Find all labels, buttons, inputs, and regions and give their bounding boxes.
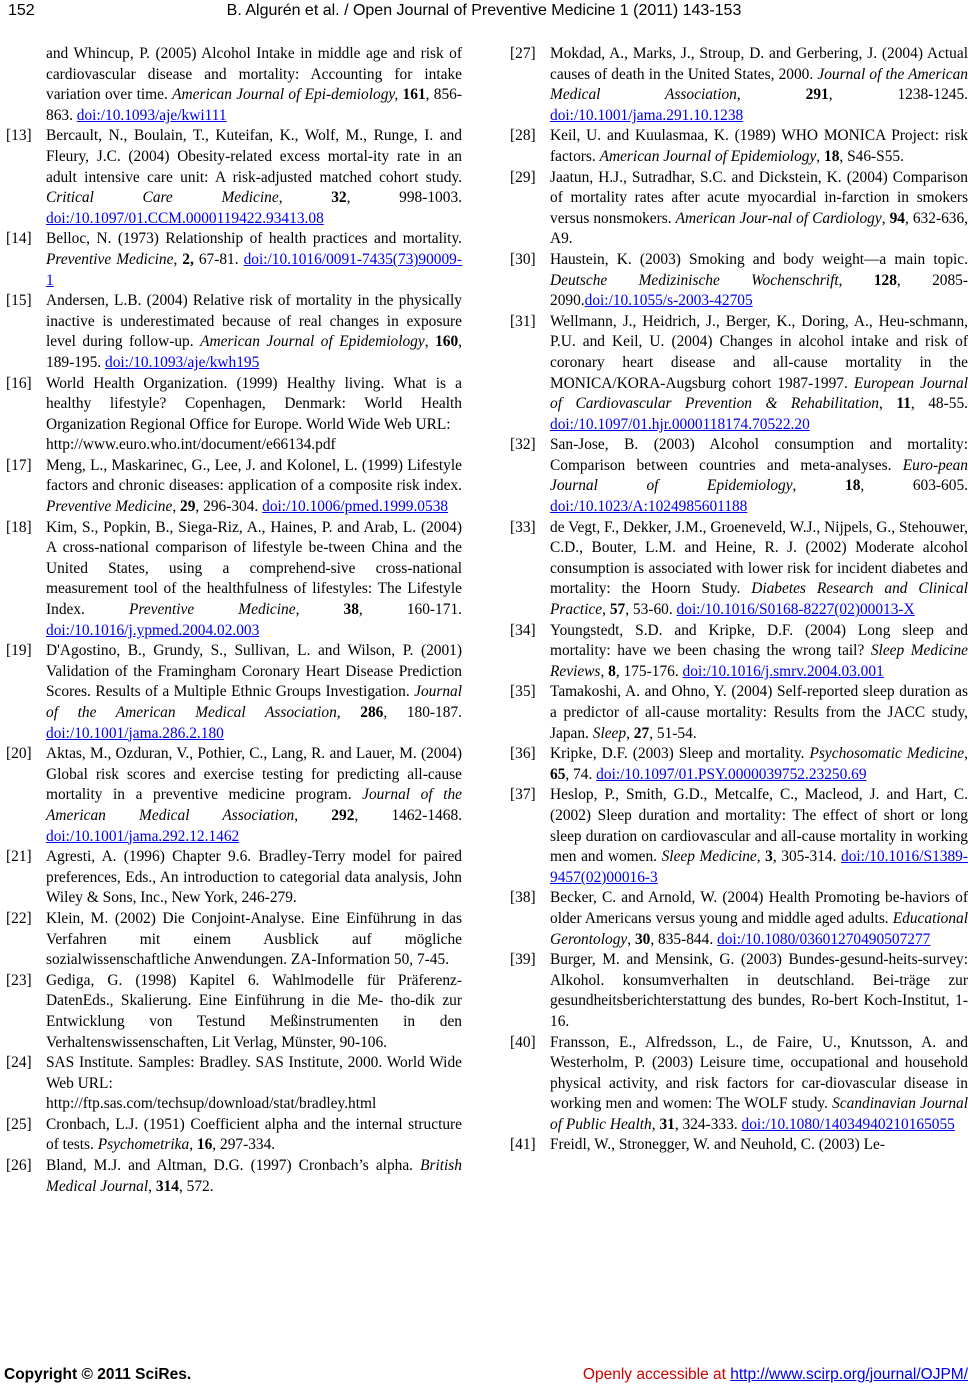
doi-link[interactable]: doi:/10.1055/s-2003-42705 bbox=[584, 292, 753, 310]
reference-number: [19] bbox=[6, 642, 32, 660]
reference-pages: , 856-863. bbox=[46, 86, 462, 124]
reference-number: [25] bbox=[6, 1115, 32, 1133]
reference-number: [32] bbox=[510, 436, 536, 454]
reference-volume: 27 bbox=[633, 724, 650, 742]
reference-url[interactable]: http://www.euro.who.int/document/e66134.pdf bbox=[46, 436, 336, 454]
reference-item: [29] Jaatun, H.J., Sutradhar, S.C. and Dickstein, K. (2004) Comparison of mortality rates after acute myocardial in-farction in smokers versus nonsmokers. American Jour-nal of Cardiology, 94, 632-636, A9. bbox=[510, 168, 968, 250]
reference-text: Cronbach, L.J. (1951) Coefficient alpha and the internal structure of tests. bbox=[46, 1115, 462, 1154]
doi-link[interactable]: doi:/10.1016/S0168-8227(02)00013-X bbox=[676, 601, 915, 619]
reference-journal: European Journal of Cardiovascular Prevention & Rehabilitation bbox=[550, 374, 968, 413]
reference-volume: 29 bbox=[180, 498, 196, 516]
reference-text: San-Jose, B. (2003) Alcohol consumption and mortality: Comparison between countries and meta-analyses. bbox=[550, 436, 968, 474]
reference-number: [33] bbox=[510, 518, 536, 536]
reference-journal: Journal of the American Medical Association bbox=[550, 65, 968, 104]
reference-number: [36] bbox=[510, 745, 536, 763]
reference-journal: Preventive Medicine bbox=[46, 498, 173, 516]
reference-volume: 18 bbox=[824, 147, 840, 165]
reference-volume: 30 bbox=[634, 930, 651, 948]
reference-item bbox=[6, 374, 462, 456]
reference-item bbox=[510, 950, 968, 1032]
doi-link[interactable]: doi:/10.1016/S1389-9457(02)00016-3 bbox=[550, 848, 968, 886]
reference-volume: 65 bbox=[550, 765, 566, 783]
reference-text: Aktas, M., Ozduran, V., Pothier, C., Lang, R. and Lauer, M. (2004) Global risk scores and exercise testing for predicting all-cause mortality in a preventive medicine program. bbox=[46, 745, 462, 804]
reference-number: [30] bbox=[510, 250, 536, 268]
reference-item: [15] Andersen, L.B. (2004) Relative risk of mortality in the physically inactive is underestimated because of real changes in exposure level during follow-up. American Journal of Epidemiology, 160, 189-195. doi:/10.1093/aje/kwh195 bbox=[6, 291, 462, 373]
reference-journal: American Jour-nal of Cardiology bbox=[675, 209, 882, 227]
reference-volume: 291 bbox=[805, 86, 829, 104]
reference-volume: 11 bbox=[896, 395, 911, 413]
reference-journal: Journal of the American Medical Association bbox=[46, 683, 462, 721]
reference-number: [21] bbox=[6, 848, 32, 866]
reference-volume: 16 bbox=[196, 1136, 213, 1154]
reference-text: Bland, M.J. and Altman, D.G. (1997) Cronbach’s alpha. bbox=[46, 1157, 421, 1175]
reference-pages: , 572. bbox=[178, 1177, 214, 1195]
doi-link[interactable]: doi:/10.1097/01.hjr.0000118174.70522.20 bbox=[550, 415, 810, 433]
reference-number: [24] bbox=[6, 1054, 32, 1072]
doi-link[interactable]: doi:/10.1093/aje/kwi111 bbox=[76, 106, 227, 124]
doi-link[interactable]: doi:/10.1097/01.CCM.0000119422.93413.08 bbox=[46, 209, 324, 227]
reference-item: [38] Becker, C. and Arnold, W. (2004) Health Promoting be-haviors of older Americans versus young and middle aged adults. Educational Gerontology, 30, 835-844. doi:/10.1080/03601270490507277 bbox=[510, 888, 968, 950]
reference-item: [18] Kim, S., Popkin, B., Siega-Riz, A., Haines, P. and Arab, L. (2004) A cross-national comparison of lifestyle be-tween China and the United States, using a comprehend-sive cross-national measurement tool of the healthfulness of lifestyles: The Lifestyle Index. Preventive Medicine, 38, 160-171. doi:/10.1016/j.ypmed.2004.02.003 bbox=[6, 518, 462, 642]
reference-item: [30] Haustein, K. (2003) Smoking and body weight—a main topic. Deutsche Medizinische Wochenschrift, 128, 2085-2090.doi:/10.1055/s-2003-42705 bbox=[510, 250, 968, 312]
reference-journal: Preventive Medicine bbox=[46, 250, 174, 268]
page-header bbox=[0, 0, 968, 28]
reference-text: Klein, M. (2002) Die Conjoint-Analyse. Eine Einführung in das Verfahren mit einem Ausblick auf mögliche sozialwissenschaftliche Anwendungen. ZA-Information 50, 7-45. bbox=[46, 909, 462, 969]
reference-journal: Psychosomatic Medicine bbox=[809, 745, 965, 763]
reference-pages: , 51-54. bbox=[649, 724, 697, 742]
reference-journal: Sleep Medicine bbox=[661, 848, 757, 866]
reference-url[interactable]: http://ftp.sas.com/techsup/download/stat/bradley.html bbox=[46, 1095, 377, 1113]
reference-journal: American Journal of Epi-demiology, bbox=[172, 86, 399, 104]
reference-number: [22] bbox=[6, 909, 32, 927]
running-title: B. Algurén et al. / Open Journal of Preventive Medicine 1 (2011) 143-153 bbox=[226, 2, 742, 19]
reference-text: Belloc, N. (1973) Relationship of health practices and mortality. bbox=[46, 230, 462, 248]
open-access-notice bbox=[583, 1366, 968, 1384]
reference-text: Becker, C. and Arnold, W. (2004) Health Promoting be-haviors of older Americans versus young and middle aged adults. bbox=[550, 889, 968, 927]
reference-volume: 314 bbox=[155, 1177, 179, 1195]
reference-number: [27] bbox=[510, 45, 536, 62]
reference-number: [13] bbox=[6, 127, 32, 145]
reference-text: Kripke, D.F. (2003) Sleep and mortality. bbox=[550, 745, 810, 763]
reference-item bbox=[510, 1135, 968, 1156]
reference-pages: , 305-314. bbox=[772, 848, 842, 866]
reference-journal: Deutsche Medizinische Wochenschrift bbox=[550, 271, 839, 289]
reference-text: Jaatun, H.J., Sutradhar, S.C. and Dickstein, K. (2004) Comparison of mortality rates after acute myocardial in-farction in smokers versus nonsmokers. bbox=[550, 168, 968, 227]
reference-journal: Critical Care Medicine bbox=[46, 189, 279, 207]
reference-pages: , 53-60. bbox=[625, 601, 677, 619]
copyright-notice: Copyright © 2011 SciRes. bbox=[4, 1366, 192, 1383]
reference-journal: American Journal of Epidemiology bbox=[200, 333, 425, 351]
reference-pages: , 603-605. bbox=[860, 477, 968, 495]
reference-pages: , S46-S55. bbox=[839, 147, 904, 165]
reference-volume: 161 bbox=[402, 86, 426, 104]
reference-volume: 128 bbox=[873, 271, 897, 289]
reference-text: Agresti, A. (1996) Chapter 9.6. Bradley-Terry model for paired preferences, Eds., An introduction to categorial data analysis, John Wiley & Sons, Inc., New York, 246-279. bbox=[46, 848, 462, 907]
reference-pages: , 324-333. bbox=[674, 1115, 742, 1133]
doi-link[interactable]: doi:/10.1001/jama.291.10.1238 bbox=[550, 106, 744, 124]
reference-journal: Psychometrika bbox=[97, 1136, 190, 1154]
reference-number: [35] bbox=[510, 683, 536, 701]
reference-item: [31] Wellmann, J., Heidrich, J., Berger, K., Doring, A., Heu-schmann, P.U. and Keil, U. (2004) Changes in alcohol intake and risk of coronary heart disease and all-cause mortality in the MONICA/KORA-Augsburg cohort 1987-1997. European Journal of Cardiovascular Prevention & Rehabilitation, 11, 48-55. doi:/10.1097/01.hjr.0000118174.70522.20 bbox=[510, 312, 968, 436]
reference-pages: , 632-636, A9. bbox=[550, 209, 968, 248]
doi-link[interactable]: doi:/10.1006/pmed.1999.0538 bbox=[262, 498, 449, 516]
reference-text: SAS Institute. Samples: Bradley. SAS Institute, 2000. World Wide Web URL: bbox=[46, 1054, 462, 1092]
reference-text: Freidl, W., Stronegger, W. and Neuhold, C. (2003) Le- bbox=[550, 1136, 885, 1154]
reference-journal: Journal of the American Medical Association bbox=[46, 786, 462, 824]
reference-journal: Sleep Medicine Reviews bbox=[550, 642, 968, 680]
left-column bbox=[6, 44, 462, 1197]
reference-item: [14] Belloc, N. (1973) Relationship of health practices and mortality. Preventive Medicine, 2, 67-81. doi:/10.1016/0091-7435(73)90009-1 bbox=[6, 229, 462, 291]
reference-volume: 94 bbox=[889, 209, 905, 227]
reference-pages: , 1238-1245. bbox=[828, 86, 968, 104]
reference-continuation bbox=[6, 44, 462, 126]
reference-pages: , 48-55. bbox=[910, 395, 968, 413]
reference-journal: Preventive Medicine bbox=[128, 601, 296, 619]
reference-number: [15] bbox=[6, 292, 32, 310]
reference-journal: Scandinavian Journal of Public Health bbox=[550, 1095, 968, 1133]
reference-number: [17] bbox=[6, 456, 32, 474]
reference-pages: , 1462-1468. bbox=[354, 806, 462, 824]
reference-number: [14] bbox=[6, 230, 32, 248]
doi-link[interactable]: doi:/10.1016/j.smrv.2004.03.001 bbox=[682, 662, 884, 680]
reference-volume: 31 bbox=[659, 1115, 675, 1133]
reference-number: [20] bbox=[6, 745, 32, 763]
reference-journal: Euro-pean Journal of Epidemiology bbox=[550, 456, 968, 495]
reference-text: Haustein, K. (2003) Smoking and body weight—a main topic. bbox=[550, 250, 968, 268]
doi-link[interactable]: doi:/10.1080/03601270490507277 bbox=[717, 930, 931, 948]
reference-pages: , 835-844. bbox=[650, 930, 718, 948]
reference-text: World Health Organization. (1999) Healthy living. What is a healthy lifestyle? Copenhagen, Denmark: World Health Organization Regional Office for Europe. World Wide Web URL: bbox=[46, 374, 462, 433]
reference-pages: , 74. bbox=[565, 765, 597, 783]
reference-item: [36] Kripke, D.F. (2003) Sleep and mortality. Psychosomatic Medicine, 65, 74. doi:/10.1097/01.PSY.0000039752.23250.69 bbox=[510, 744, 968, 785]
reference-item bbox=[6, 847, 462, 909]
reference-item: [34] Youngstedt, S.D. and Kripke, D.F. (2004) Long sleep and mortality: have we been chasing the wrong tail? Sleep Medicine Reviews, 8, 175-176. doi:/10.1016/j.smrv.2004.03.001 bbox=[510, 621, 968, 683]
reference-journal: British Medical Journal bbox=[46, 1157, 462, 1195]
reference-volume: 2, bbox=[182, 250, 194, 268]
reference-item: [35] Tamakoshi, A. and Ohno, Y. (2004) Self-reported sleep duration as a predictor of all-cause mortality: Results from the JACC study, Japan. Sleep, 27, 51-54. bbox=[510, 682, 968, 744]
reference-volume: 32 bbox=[331, 189, 347, 207]
page-number: 152 bbox=[8, 2, 35, 19]
reference-volume: 160 bbox=[435, 333, 459, 351]
reference-text: and Whincup, P. (2005) Alcohol Intake in middle age and risk of cardiovascular disease and mortality: Accounting for intake variation over time. bbox=[46, 45, 462, 104]
reference-item: [19] D'Agostino, B., Grundy, S., Sullivan, L. and Wilson, P. (2001) Validation of the Framingham Coronary Heart Disease Prediction Scores. Results of a Multiple Ethnic Groups Investigation. Journal of the American Medical Association, 286, 180-187. doi:/10.1001/jama.286.2.180 bbox=[6, 641, 462, 744]
reference-pages: 67-81. bbox=[193, 250, 244, 268]
reference-pages: , 175-176. bbox=[615, 662, 683, 680]
reference-item: [13] Bercault, N., Boulain, T., Kuteifan, K., Wolf, M., Runge, I. and Fleury, J.C. (2004) Obesity-related excess mortal-ity rate in an adult intensive care unit: A risk-adjusted matched cohort study. Critical Care Medicine, 32, 998-1003. doi:/10.1097/01.CCM.0000119422.93413.08 bbox=[6, 126, 462, 229]
reference-text: Keil, U. and Kuulasmaa, K. (1989) WHO MONICA Project: risk factors. bbox=[550, 127, 968, 165]
reference-number: [23] bbox=[6, 971, 32, 989]
reference-pages: , 297-334. bbox=[212, 1136, 276, 1154]
reference-journal: Sleep bbox=[592, 724, 627, 742]
reference-volume: 292 bbox=[331, 806, 355, 824]
page-footer bbox=[0, 1366, 968, 1388]
reference-text: Gediga, G. (1998) Kapitel 6. Wahlmodelle für Präferenz-DatenEds., Skalierung. Eine Einführung in die Me- tho-dik zur Entwicklung von Testund Meßinstrumenten in den Verhaltenswissenschaften, Lit Verlag, Münster, 90-106. bbox=[46, 971, 462, 1051]
reference-pages: , 998-1003. bbox=[346, 189, 462, 207]
journal-url-link[interactable]: http://www.scirp.org/journal/OJPM/ bbox=[730, 1366, 968, 1383]
reference-item: [25] Cronbach, L.J. (1951) Coefficient alpha and the internal structure of tests. Psychometrika, 16, 297-334. bbox=[6, 1115, 462, 1156]
reference-text: D'Agostino, B., Grundy, S., Sullivan, L. and Wilson, P. (2001) Validation of the Framingham Coronary Heart Disease Prediction Scores. Results of a Multiple Ethnic Groups Investigation. bbox=[46, 642, 462, 701]
reference-number: [41] bbox=[510, 1136, 536, 1154]
reference-text: de Vegt, F., Dekker, J.M., Groeneveld, W.J., Nijpels, G., Stehouwer, C.D., Bouter, L.M. and Heine, R. J. (2002) Moderate alcohol consumption is associated with lower risk for incident diabetes and mortality: the Hoorn Study. bbox=[550, 518, 968, 598]
reference-text: Fransson, E., Alfredsson, L., de Faire, U., Knutsson, A. and Westerholm, P. (2003) Leisure time, occupational and household physical activity, and risk factors for car-diovascular disease in working men and women: The WOLF study. bbox=[550, 1033, 968, 1113]
reference-item bbox=[6, 1053, 462, 1115]
reference-item: [28] Keil, U. and Kuulasmaa, K. (1989) WHO MONICA Project: risk factors. American Journal of Epidemiology, 18, S46-S55. bbox=[510, 126, 968, 167]
open-access-text: Openly accessible at bbox=[582, 1366, 731, 1383]
reference-item bbox=[6, 909, 462, 971]
reference-item bbox=[6, 971, 462, 1053]
reference-item: [20] Aktas, M., Ozduran, V., Pothier, C., Lang, R. and Lauer, M. (2004) Global risk scores and exercise testing for predicting all-cause mortality in a preventive medicine program. Journal of the American Medical Association, 292, 1462-1468. doi:/10.1001/jama.292.12.1462 bbox=[6, 744, 462, 847]
reference-number: [38] bbox=[510, 889, 536, 907]
reference-volume: 3 bbox=[765, 848, 773, 866]
reference-pages: , 189-195. bbox=[46, 333, 463, 371]
reference-number: [16] bbox=[6, 374, 32, 392]
reference-text: Meng, L., Maskarinec, G., Lee, J. and Kolonel, L. (1999) Lifestyle factors and chronic diseases: application of a composite risk index. bbox=[46, 456, 462, 495]
doi-link[interactable]: doi:/10.1016/0091-7435(73)90009-1 bbox=[46, 250, 463, 289]
doi-link[interactable]: doi:/10.1023/A:1024985601188 bbox=[550, 498, 748, 516]
right-column bbox=[510, 44, 968, 1156]
reference-number: [39] bbox=[510, 951, 536, 969]
reference-journal: Educational Gerontology bbox=[550, 909, 968, 948]
doi-link[interactable]: doi:/10.1001/jama.292.12.1462 bbox=[46, 827, 240, 845]
reference-text: Wellmann, J., Heidrich, J., Berger, K., Doring, A., Heu-schmann, P.U. and Keil, U. (2004) Changes in alcohol intake and risk of coronary heart disease and all-cause mortality in the MONICA/KORA-Augsburg cohort 1987-1997. bbox=[550, 312, 968, 392]
reference-number: [28] bbox=[510, 127, 536, 145]
reference-number: [37] bbox=[510, 786, 536, 804]
doi-link[interactable]: doi:/10.1093/aje/kwh195 bbox=[105, 353, 260, 371]
reference-text: Andersen, L.B. (2004) Relative risk of mortality in the physically inactive is underestimated because of real changes in exposure level during follow-up. bbox=[46, 292, 462, 351]
reference-journal: American Journal of Epidemiology bbox=[599, 147, 817, 165]
doi-link[interactable]: doi:/10.1001/jama.286.2.180 bbox=[46, 724, 224, 742]
reference-number: [40] bbox=[510, 1033, 536, 1051]
doi-link[interactable]: doi:/10.1080/14034940210165055 bbox=[741, 1115, 955, 1133]
reference-number: [26] bbox=[6, 1157, 32, 1175]
reference-number: [18] bbox=[6, 518, 32, 536]
reference-text: Kim, S., Popkin, B., Siega-Riz, A., Haines, P. and Arab, L. (2004) A cross-national comparison of lifestyle be-tween China and the United States, using a comprehend-sive cross-national measurement tool of the healthfulness of lifestyles: The Lifestyle Index. bbox=[46, 518, 462, 619]
reference-pages: , 180-187. bbox=[383, 704, 462, 721]
reference-pages: , 296-304. bbox=[195, 498, 263, 516]
reference-volume: 57 bbox=[609, 601, 626, 619]
reference-pages: , 160-171. bbox=[358, 601, 462, 619]
reference-volume: 18 bbox=[845, 477, 861, 495]
reference-number: [29] bbox=[510, 168, 536, 186]
reference-item: [32] San-Jose, B. (2003) Alcohol consumption and mortality: Comparison between countries and meta-analyses. Euro-pean Journal of Epidemiology, 18, 603-605. doi:/10.1023/A:1024985601188 bbox=[510, 435, 968, 517]
reference-text: Heslop, P., Smith, G.D., Metcalfe, C., Macleod, J. and Hart, C. (2002) Sleep duration and mortality: The effect of short or long sleep duration on cardiovascular and all-cause mortality in working men and women. bbox=[550, 786, 968, 866]
reference-text: Mokdad, A., Marks, J., Stroup, D. and Gerbering, J. (2004) Actual causes of death in the United States, 2000. bbox=[550, 45, 968, 83]
doi-link[interactable]: doi:/10.1016/j.ypmed.2004.02.003 bbox=[46, 621, 260, 639]
reference-text: Burger, M. and Mensink, G. (2003) Bundes-gesund-heits-survey: Alkohol. konsumverhalten in deutschland. Bei-träge zur gesundheitsberichterstattung des bundes, Ro-bert Koch-Institut, 1-16. bbox=[550, 951, 968, 1030]
reference-item: [26] Bland, M.J. and Altman, D.G. (1997) Cronbach’s alpha. British Medical Journal, 314, 572. bbox=[6, 1156, 462, 1197]
reference-journal: Diabetes Research and Clinical Practice bbox=[550, 580, 968, 619]
reference-text: Tamakoshi, A. and Ohno, Y. (2004) Self-reported sleep duration as a predictor of all-cause mortality: Results from the JACC study, Japan. bbox=[550, 683, 968, 742]
reference-pages: , 2085-2090. bbox=[550, 271, 968, 310]
reference-item: [37] Heslop, P., Smith, G.D., Metcalfe, C., Macleod, J. and Hart, C. (2002) Sleep duration and mortality: The effect of short or long sleep duration on cardiovascular and all-cause mortality in working men and women. Sleep Medicine, 3, 305-314. doi:/10.1016/S1389-9457(02)00016-3 bbox=[510, 785, 968, 888]
reference-text: Bercault, N., Boulain, T., Kuteifan, K., Wolf, M., Runge, I. and Fleury, J.C. (2004) Obesity-related excess mortal-ity rate in an adult intensive care unit: A risk-adjusted matched cohort study. bbox=[46, 127, 462, 186]
reference-volume: 8 bbox=[608, 662, 616, 680]
reference-item: [27] Mokdad, A., Marks, J., Stroup, D. and Gerbering, J. (2004) Actual causes of death in the United States, 2000. Journal of the American Medical Association, 291, 1238-1245. doi:/10.1001/jama.291.10.1238 bbox=[510, 44, 968, 126]
reference-number: [31] bbox=[510, 312, 536, 330]
reference-item: [40] Fransson, E., Alfredsson, L., de Faire, U., Knutsson, A. and Westerholm, P. (2003) Leisure time, occupational and household physical activity, and risk factors for car-diovascular disease in working men and women: The WOLF study. Scandinavian Journal of Public Health, 31, 324-333. doi:/10.1080/14034940210165055 bbox=[510, 1033, 968, 1136]
reference-number: [34] bbox=[510, 621, 536, 639]
reference-volume: 286 bbox=[360, 704, 384, 721]
reference-item: [17] Meng, L., Maskarinec, G., Lee, J. and Kolonel, L. (1999) Lifestyle factors and chronic diseases: application of a composite risk index. Preventive Medicine, 29, 296-304. doi:/10.1006/pmed.1999.0538 bbox=[6, 456, 462, 518]
doi-link[interactable]: doi:/10.1097/01.PSY.0000039752.23250.69 bbox=[596, 765, 867, 783]
reference-text: Youngstedt, S.D. and Kripke, D.F. (2004) Long sleep and mortality: have we been chasing the wrong tail? bbox=[550, 621, 968, 660]
reference-volume: 38 bbox=[343, 601, 359, 619]
reference-item: [33] de Vegt, F., Dekker, J.M., Groeneveld, W.J., Nijpels, G., Stehouwer, C.D., Bouter, L.M. and Heine, R. J. (2002) Moderate alcohol consumption is associated with lower risk for incident diabetes and mortality: the Hoorn Study. Diabetes Research and Clinical Practice, 57, 53-60. doi:/10.1016/S0168-8227(02)00013-X bbox=[510, 518, 968, 621]
